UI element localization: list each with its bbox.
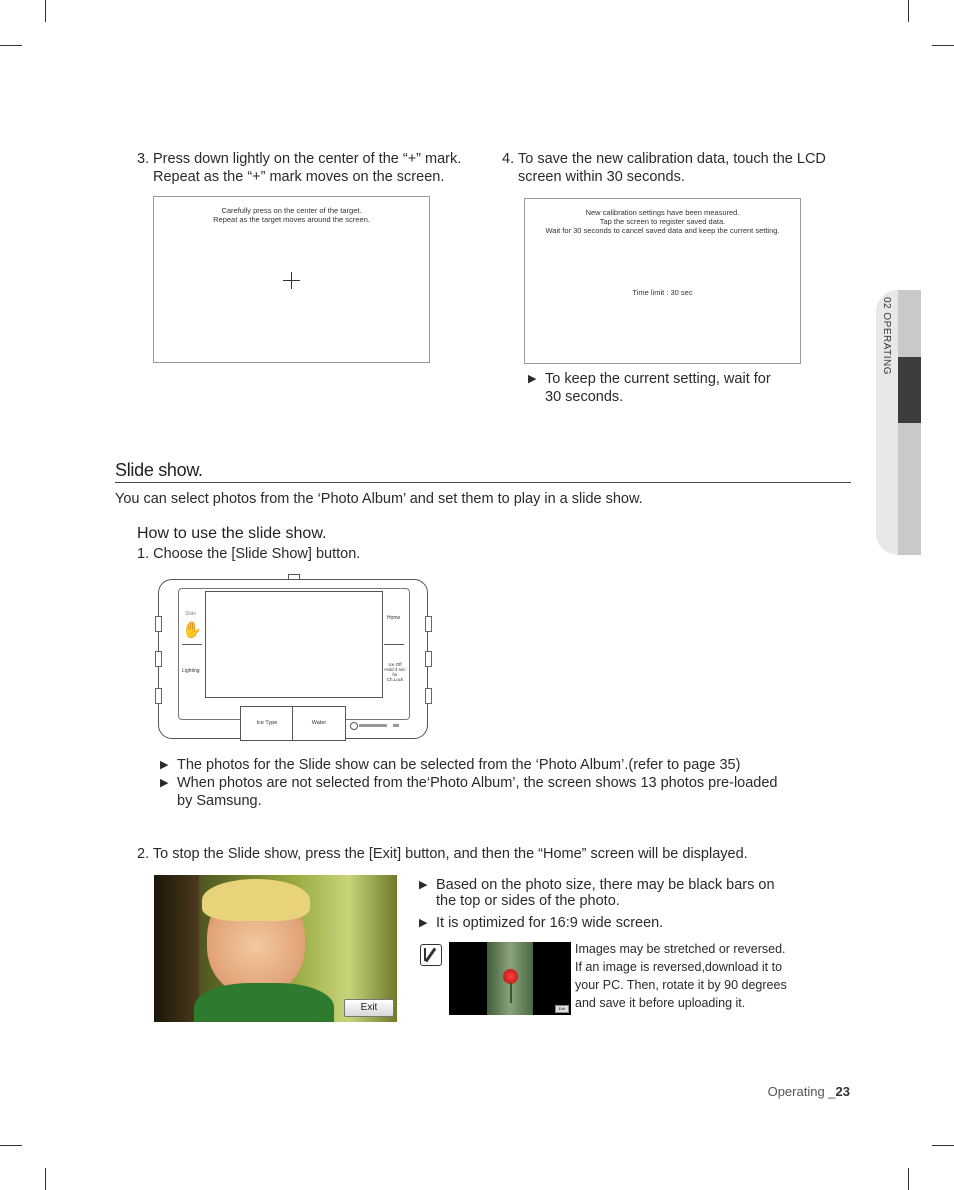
note-text: Images may be stretched or reversed.: [575, 942, 786, 956]
note-text: and save it before uploading it.: [575, 996, 746, 1010]
sensor-icon: [350, 722, 358, 730]
photo-shirt: [194, 983, 334, 1022]
panel-clip: [425, 616, 432, 632]
ice-off-button[interactable]: [384, 662, 406, 682]
bullet-icon: ▶: [419, 879, 428, 891]
panel-marking: [359, 724, 387, 727]
panel-clip: [155, 651, 162, 667]
panel-clip: [425, 651, 432, 667]
screen-text: Repeat as the target moves around the screen.: [213, 215, 370, 224]
page-number: 23: [835, 1084, 850, 1099]
ice-off-hint: Hold 3 sec: [384, 667, 406, 672]
note-text: It is optimized for 16:9 wide screen.: [436, 915, 664, 931]
crop-mark: [45, 0, 46, 22]
screen-text: Carefully press on the center of the target.: [221, 206, 362, 215]
panel-clip: [155, 616, 162, 632]
note-text: If an image is reversed,download it to: [575, 960, 783, 974]
photo-notes: [419, 876, 819, 932]
crop-mark: [932, 45, 954, 46]
rose-stem: [510, 983, 512, 1003]
panel-clip: [425, 688, 432, 704]
note-text: The photos for the Slide show can be selected from the ‘Photo Album’.(refer to page 35): [177, 757, 741, 773]
bullet-icon: ▶: [528, 373, 537, 385]
section-title: Slide show.: [115, 460, 203, 480]
ice-type-button[interactable]: [240, 706, 294, 741]
step-text: screen within 30 seconds.: [518, 169, 685, 185]
crop-mark: [0, 45, 22, 46]
calibration-save-screen[interactable]: [524, 198, 801, 364]
rose-icon: [503, 969, 518, 984]
bullet-icon: ▶: [160, 777, 169, 789]
step-number: 4.: [502, 151, 515, 167]
step-number: 3.: [137, 151, 150, 167]
reversed-photo-example: [449, 942, 571, 1015]
step-1: 1. Choose the [Slide Show] button.: [137, 546, 361, 562]
step-text: Press down lightly on the center of the “+” mark.: [153, 151, 462, 167]
note-icon-line: [424, 948, 426, 961]
note-icon: [420, 944, 442, 966]
target-cross-icon[interactable]: [291, 272, 292, 289]
note-text: the top or sides of the photo.: [436, 893, 620, 909]
footer-section: Operating _: [767, 1084, 836, 1099]
control-panel: [155, 576, 431, 740]
hand-pointer-icon: ✋: [182, 622, 202, 639]
lighting-button[interactable]: Lighting: [182, 668, 200, 674]
button-divider: [384, 644, 404, 645]
subsection-title: How to use the slide show.: [137, 525, 327, 542]
water-label: Water: [311, 720, 327, 726]
note-text: by Samsung.: [177, 793, 262, 809]
note-text: 30 seconds.: [545, 389, 624, 405]
photo-hair: [202, 879, 310, 921]
slideshow-photo: [154, 875, 397, 1022]
note-text: To keep the current setting, wait for: [545, 371, 771, 387]
button-divider: [182, 644, 202, 645]
panel-clip: [155, 688, 162, 704]
photo-tree: [154, 875, 199, 1022]
note-text: your PC. Then, rotate it by 90 degrees: [575, 978, 787, 992]
side-tab-segment: [898, 290, 921, 357]
crop-mark: [45, 1168, 46, 1190]
ice-type-label: Ice Type: [256, 720, 278, 726]
crop-mark: [932, 1145, 954, 1146]
step-2: 2. To stop the Slide show, press the [Exit] button, and then the “Home” screen will be displayed.: [137, 846, 748, 862]
bullet-icon: ▶: [160, 759, 169, 771]
section-intro: You can select photos from the ‘Photo Album’ and set them to play in a slide show.: [115, 491, 643, 507]
side-tab-label: 02 OPERATING: [881, 297, 892, 376]
time-limit: Time limit : 30 sec: [632, 288, 693, 297]
page-footer: [700, 1084, 850, 1099]
calibration-screen: [153, 196, 430, 363]
note-text: When photos are not selected from the‘Photo Album’, the screen shows 13 photos pre-loaded: [177, 775, 778, 791]
reversed-image-note: [575, 940, 825, 1012]
step-text: Repeat as the “+” mark moves on the screen.: [153, 169, 445, 185]
step-4-note: [528, 370, 828, 406]
panel-marking: [393, 724, 399, 727]
note-text: Based on the photo size, there may be black bars on: [436, 877, 775, 893]
step-text: To save the new calibration data, touch the LCD: [518, 151, 826, 167]
exit-button[interactable]: Exit: [555, 1005, 569, 1013]
side-tab-segment: [898, 423, 921, 555]
panel-lcd: [205, 591, 383, 698]
exit-button[interactable]: Exit: [344, 999, 394, 1017]
ice-off-label: Ice Off: [388, 662, 402, 667]
ice-off-hint: for Ch.Lock: [386, 672, 404, 682]
water-button[interactable]: [292, 706, 346, 741]
slideshow-notes: [160, 756, 820, 810]
crop-mark: [908, 1168, 909, 1190]
crop-mark: [0, 1145, 22, 1146]
crop-mark: [908, 0, 909, 22]
home-button[interactable]: Home: [387, 615, 401, 621]
screen-text: Wait for 30 seconds to cancel saved data and keep the current setting.: [545, 226, 780, 235]
screen-text: New calibration settings have been measured.: [585, 208, 740, 217]
note-icon-pen: [425, 948, 437, 963]
bullet-icon: ▶: [419, 917, 428, 929]
section-divider: [115, 482, 851, 483]
step-3: [137, 150, 497, 186]
step-4: [502, 150, 847, 186]
side-tab-active-segment: [898, 357, 921, 423]
screen-text: Tap the screen to register saved data.: [599, 217, 726, 226]
slide-button[interactable]: Slide: [185, 611, 197, 617]
